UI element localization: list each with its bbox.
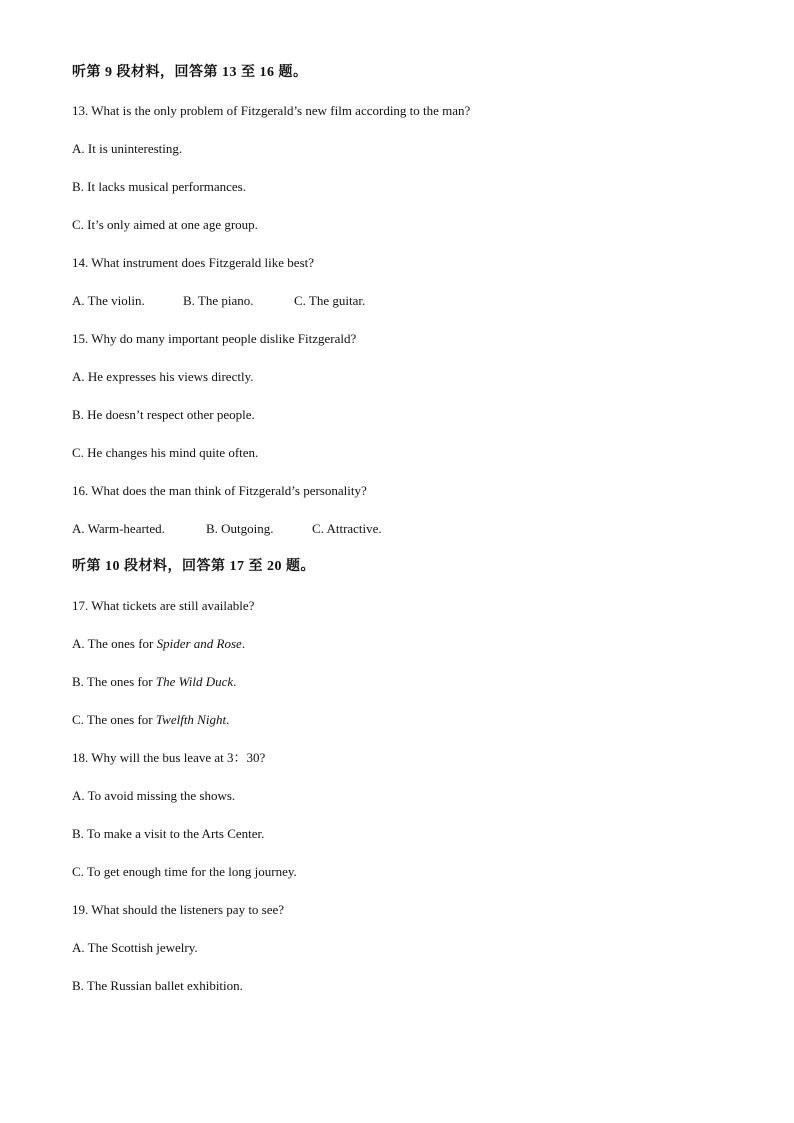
question-14-stem: 14. What instrument does Fitzgerald like best?: [72, 255, 315, 270]
question-16-stem: 16. What does the man think of Fitzgerald’s personality?: [72, 483, 367, 498]
question-17-option-b: [72, 674, 236, 690]
question-13-option-b: B. It lacks musical performances.: [72, 179, 246, 194]
question-17-option-a: [72, 636, 245, 652]
question-18-option-a: A. To avoid missing the shows.: [72, 788, 236, 803]
question-13-option-c: C. It’s only aimed at one age group.: [72, 217, 258, 232]
question-13-option-a: A. It is uninteresting.: [72, 141, 183, 156]
question-17-stem: 17. What tickets are still available?: [72, 598, 255, 613]
question-16-options: [72, 521, 472, 537]
option-suffix: .: [233, 674, 237, 689]
section-heading: 听第 10 段材料，回答第 17 至 20 题。: [72, 559, 315, 574]
section-heading: 听第 9 段材料，回答第 13 至 16 题。: [72, 65, 308, 80]
question-16-option-b: B. Outgoing.: [206, 521, 274, 536]
question-19-option-b: B. The Russian ballet exhibition.: [72, 978, 243, 993]
question-19-stem: 19. What should the listeners pay to see?: [72, 902, 285, 917]
question-15-option-a: A. He expresses his views directly.: [72, 369, 254, 384]
play-title: Spider and Rose: [156, 636, 242, 651]
question-18-stem: 18. Why will the bus leave at 3：30?: [72, 750, 266, 765]
question-15-option-c: C. He changes his mind quite often.: [72, 445, 259, 460]
option-prefix: A. The ones for: [72, 636, 157, 651]
question-14-option-c: C. The guitar.: [294, 293, 366, 308]
question-19-option-a: A. The Scottish jewelry.: [72, 940, 198, 955]
question-17-option-c: [72, 712, 229, 728]
question-18-option-b: B. To make a visit to the Arts Center.: [72, 826, 265, 841]
question-18-option-c: C. To get enough time for the long journey.: [72, 864, 297, 879]
question-14-option-b: B. The piano.: [183, 293, 254, 308]
option-prefix: C. The ones for: [72, 712, 156, 727]
question-14-option-a: A. The violin.: [72, 293, 145, 308]
play-title: The Wild Duck: [155, 674, 234, 689]
question-16-option-a: A. Warm-hearted.: [72, 521, 165, 536]
option-prefix: B. The ones for: [72, 674, 156, 689]
question-15-option-b: B. He doesn’t respect other people.: [72, 407, 255, 422]
play-title: Twelfth Night: [155, 712, 227, 727]
question-13-stem: 13. What is the only problem of Fitzgerald’s new film according to the man?: [72, 103, 471, 118]
option-suffix: .: [226, 712, 230, 727]
question-15-stem: 15. Why do many important people dislike Fitzgerald?: [72, 331, 357, 346]
question-14-options: [72, 293, 472, 309]
option-suffix: .: [241, 636, 246, 651]
question-16-option-c: C. Attractive.: [312, 521, 382, 536]
